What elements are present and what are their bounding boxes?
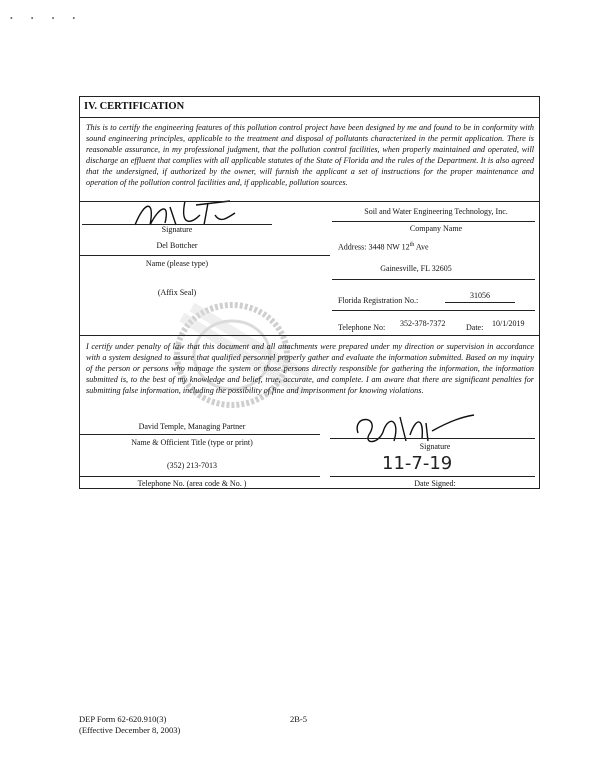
- phone-line: [80, 476, 320, 477]
- engineer-name: Del Bottcher: [156, 241, 198, 250]
- applicant-signature-label: Signature: [419, 442, 451, 451]
- effective-date: (Effective December 8, 2003): [79, 725, 181, 735]
- registration-number: 31056: [470, 291, 490, 300]
- date-value: 10/1/2019: [492, 319, 525, 328]
- signature-line: [330, 438, 535, 439]
- divider: [332, 279, 535, 280]
- scan-marks: • • • •: [10, 14, 84, 23]
- divider: [80, 335, 539, 336]
- date-signed-value: 11-7-19: [382, 453, 453, 474]
- applicant-name-label: Name & Officient Title (type or print): [131, 438, 253, 447]
- address-suffix: Ave: [414, 242, 429, 252]
- divider: [80, 255, 330, 256]
- engineer-name-label: Name (please type): [145, 259, 209, 268]
- date-label: Date:: [466, 323, 484, 332]
- form-footer: [79, 714, 180, 736]
- address-label: Address:: [338, 242, 367, 252]
- company-name: Soil and Water Engineering Technology, Inc.: [364, 207, 508, 216]
- name-line: [80, 434, 320, 435]
- divider: [80, 117, 539, 118]
- telephone-value: 352-378-7372: [400, 319, 446, 328]
- certification-form: [79, 96, 540, 489]
- telephone-label: Telephone No:: [338, 323, 386, 332]
- applicant-phone-label: Telephone No. (area code & No. ): [137, 479, 247, 488]
- engineer-signature-label: Signature: [161, 225, 193, 234]
- divider: [332, 310, 535, 311]
- section-title: IV. CERTIFICATION: [84, 101, 185, 112]
- address-superscript: th: [409, 242, 415, 248]
- address-value: 3448 NW 12: [368, 242, 410, 252]
- form-number: DEP Form 62-620.910(3): [79, 714, 167, 724]
- seal-label: (Affix Seal): [157, 288, 197, 297]
- date-line: [330, 476, 535, 477]
- city-state-zip: Gainesville, FL 32605: [380, 264, 452, 273]
- divider: [80, 201, 539, 202]
- address: [338, 242, 429, 252]
- certification-text: This is to certify the engineering features of this pollution control project have been designed by me and found to be in conformity with sound engineering principles, applicable to the treatment and disposal of pollutants characterized in the permit application. There is reasonable assurance, in my professional judgment, that the pollution control facilities, when properly maintained and operated, will discharge an effluent that complies with all applicable statutes of the State of Florida and the rules of the Department. It is also agreed that the undersigned, if authorized by the owner, will furnish the applicant a set of instructions for the proper maintenance and operation of the pollution control facilities and, if applicable, pollution sources.: [86, 123, 534, 187]
- company-name-label: Company Name: [409, 224, 463, 233]
- registration-line: [445, 302, 515, 303]
- applicant-name-title: David Temple, Managing Partner: [138, 422, 246, 431]
- company-line: [332, 221, 535, 222]
- page-number: 2B-5: [290, 714, 307, 724]
- registration-label: Florida Registration No.:: [338, 296, 419, 305]
- date-signed-label: Date Signed:: [414, 479, 456, 488]
- applicant-certification-text: I certify under penalty of law that this document and all attachments were prepared under my direction or supervision in accordance with a system designed to assure that qualified personnel properly gather and evaluate the information submitted. Based on my inquiry of the person or persons who manage the system or those persons directly responsible for gathering the information, the information submitted is, to the best of my knowledge and belief, true, accurate, and complete. I am aware that there are significant penalties for submitting false information, including the possibility of fine and imprisonment for knowing violations.: [86, 342, 534, 395]
- applicant-phone: (352) 213-7013: [167, 461, 217, 470]
